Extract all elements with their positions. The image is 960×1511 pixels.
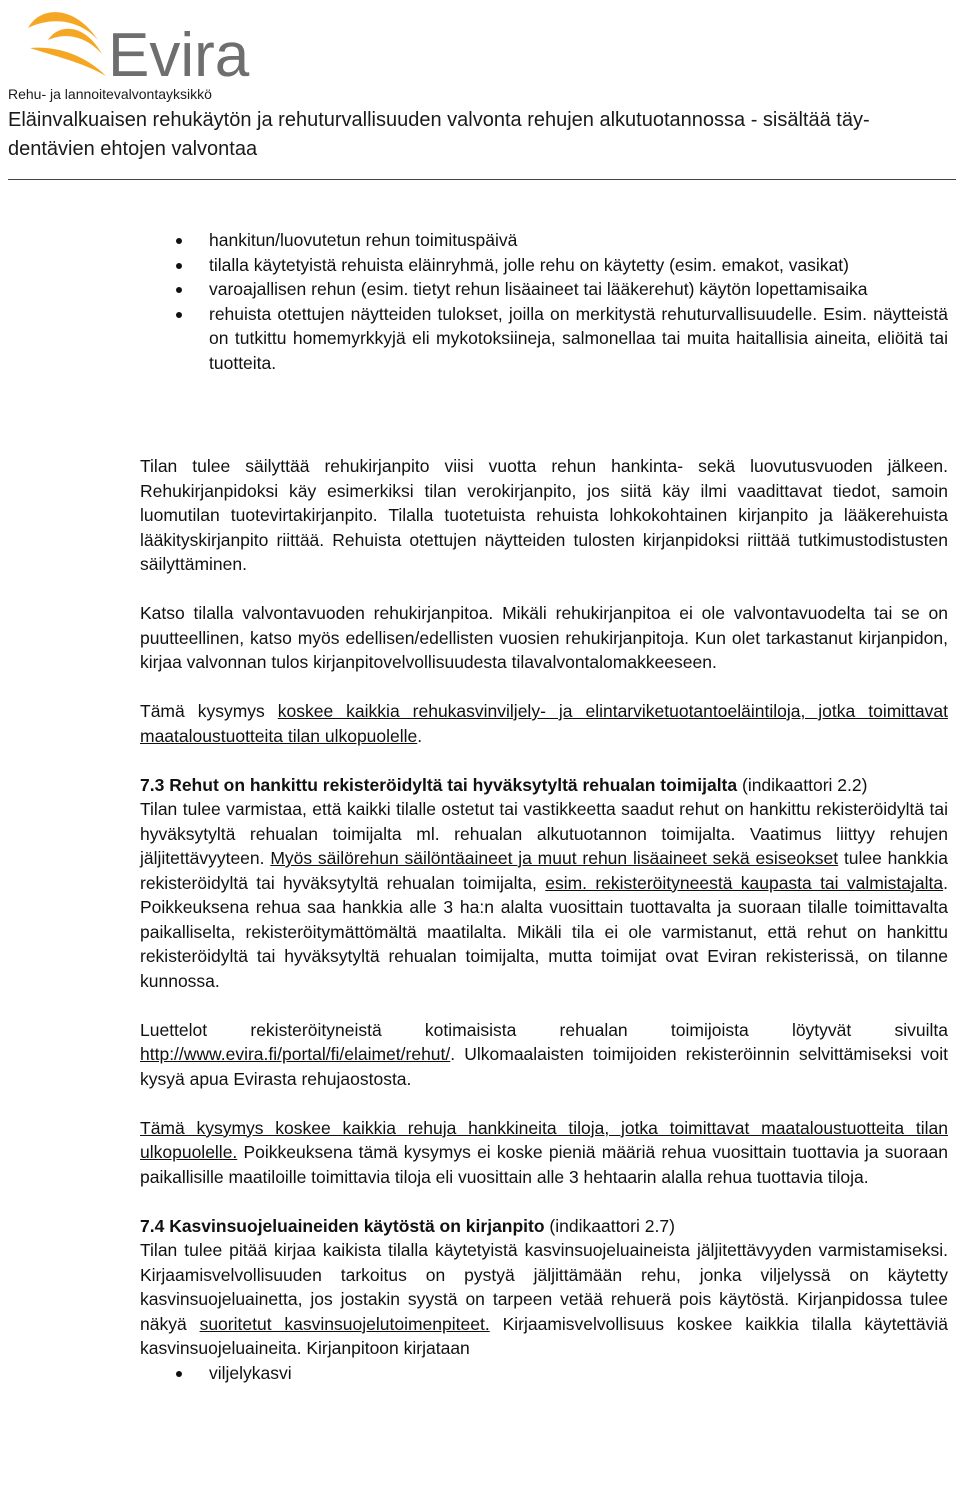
document-title: Eläinvalkuaisen rehukäytön ja rehuturvallisuuden valvonta rehujen alkutuotannossa - sisältää täy-dentävien ehtojen valvontaa xyxy=(8,109,870,160)
list-item: tilalla käytetyistä rehuista eläinryhmä, jolle rehu on käytetty (esim. emakot, vasikat) xyxy=(166,253,948,278)
exception-paragraph: Tämä kysymys koskee kaikkia rehuja hankkineita tiloja, jotka toimittavat maataloustuotteita tilan ulkopuolelle. Poikkeuksena tämä kysymys ei koske pieniä määriä rehua vuosittain tuottavia ja suoraan paikallisille maatiloille toimittavia tiloja eli vuosittain alle 3 hehtaarin alalla rehua tuottavia tiloja. xyxy=(140,1117,948,1187)
recorded-items-list xyxy=(140,1361,948,1386)
logo-text: Evira xyxy=(108,21,250,84)
list-item: varoajallisen rehun (esim. tietyt rehun lisäaineet tai lääkerehut) käytön lopettamisaika xyxy=(166,277,948,302)
retention-paragraph: Tilan tulee säilyttää rehukirjanpito viisi vuotta rehun hankinta- sekä luovutusvuoden jälkeen. Rehukirjanpidoksi käy esimerkiksi tilan verokirjanpito, jos siitä käy ilmi vaadittavat tiedot, samoin luomutilan tuotevirtakirjanpito. Tilalla tuotetuista rehuista lohkokohtainen kirjanpito ja lääkerehuista lääkityskirjanpito riittää. Rehuista otettujen näytteiden tulosten kirjanpidoksi riittää tutkimustodistusten säilyttäminen. xyxy=(140,456,948,574)
list-item: rehuista otettujen näytteiden tulokset, joilla on merkitystä rehuturvallisuudelle. Esim. näytteistä on tutkittu homemyrkkyjä eli mykotoksiineja, salmonellaa tai muita haitallisia aineita, eliöitä tai tuotteita. xyxy=(166,302,948,376)
record-items-list xyxy=(166,228,948,375)
inspection-paragraph: Katso tilalla valvontavuoden rehukirjanpitoa. Mikäli rehukirjanpitoa ei ole valvontavuodelta tai se on puutteellinen, katso myös edellisen/edellisten vuosien rehukirjanpitoja. Kun olet tarkastanut kirjanpidon, kirjaa valvonnan tulos kirjanpitovelvollisuudesta tilavalvontalomakkeeseen. xyxy=(140,603,948,672)
section-7-4-heading: 7.4 Kasvinsuojeluaineiden käytöstä on kirjanpito (indikaattori 2.7) xyxy=(140,1215,675,1236)
section-7-3-body: Tilan tulee varmistaa, että kaikki tilalle ostetut tai vastikkeetta saadut rehut on hankittu rekisteröidyltä tai hyväksytyltä rehualan toimijalta ml. rehualan alkutuotannon toimijalta. Vaatimus liittyy rehujen jäljitettävyyteen. Myös säilörehun säilöntäaineet ja muut rehun lisäaineet sekä esiseokset tulee hankkia rekisteröidyltä tai hyväksytyltä rehualan toimijalta, esim. rekisteröityneestä kaupasta tai valmistajalta. Poikkeuksena rehua saa hankkia alle 3 ha:n alalta vuosittain tuottavalta ja suoraan tilalle toimittavalta paikalliselta, rekisteröitymättömältä maatilalta. Mikäli tila ei ole varmistanut, että rehut on hankittu rekisteröidyltä tai hyväksytyltä rehualan toimijalta, mutta toimijat ovat Eviran rekisterissä, on tilanne kunnossa. xyxy=(140,799,949,991)
unit-name: Rehu- ja lannoitevalvontayksikkö xyxy=(8,86,212,102)
list-item: hankitun/luovutetun rehun toimituspäivä xyxy=(166,228,948,253)
registry-paragraph: Luettelot rekisteröityneistä kotimaisista rehualan toimijoista löytyvät sivuilta http://www.evira.fi/portal/fi/elaimet/rehut/. Ulkomaalaisten toimijoiden rekisteröinnin selvittämiseksi voit kysyä apua Evirasta rehujaostosta. xyxy=(140,1019,948,1089)
list-item: viljelykasvi xyxy=(140,1361,948,1386)
scope-underlined: koskee kaikkia rehukasvinviljely- ja elintarviketuotantoeläintiloja, jotka toimittavat maataloustuotteita tilan ulkopuolelle xyxy=(140,701,948,746)
document-body xyxy=(140,454,948,1385)
scope-paragraph: Tämä kysymys koskee kaikkia rehukasvinviljely- ja elintarviketuotantoeläintiloja, jotka toimittavat maataloustuotteita tilan ulkopuolelle. xyxy=(140,701,948,746)
section-7-4-body: Tilan tulee pitää kirjaa kaikista tilalla käytetyistä kasvinsuojeluaineista jäljitettävyyden varmistamiseksi. Kirjaamisvelvollisuuden tarkoitus on pystyä jäljittämään rehu, jonka viljelyssä on käytetty kasvinsuojeluainetta, jos jostakin syystä on tarpeen vetää rehuerä pois käytöstä. Kirjanpidossa tulee näkyä suoritetut kasvinsuojelutoimenpiteet. Kirjaamisvelvollisuus koskee kaikkia tilalla käytettäviä kasvinsuojeluaineita. Kirjanpitoon kirjataan xyxy=(140,1240,948,1358)
evira-logo xyxy=(22,2,282,84)
evira-link[interactable]: http://www.evira.fi/portal/fi/elaimet/rehut/ xyxy=(140,1044,451,1064)
header-divider xyxy=(8,179,956,180)
section-7-3-heading: 7.3 Rehut on hankittu rekisteröidyltä tai hyväksytyltä rehualan toimijalta (indikaattori 2.2) xyxy=(140,774,868,795)
logo-mark-icon xyxy=(28,12,106,76)
